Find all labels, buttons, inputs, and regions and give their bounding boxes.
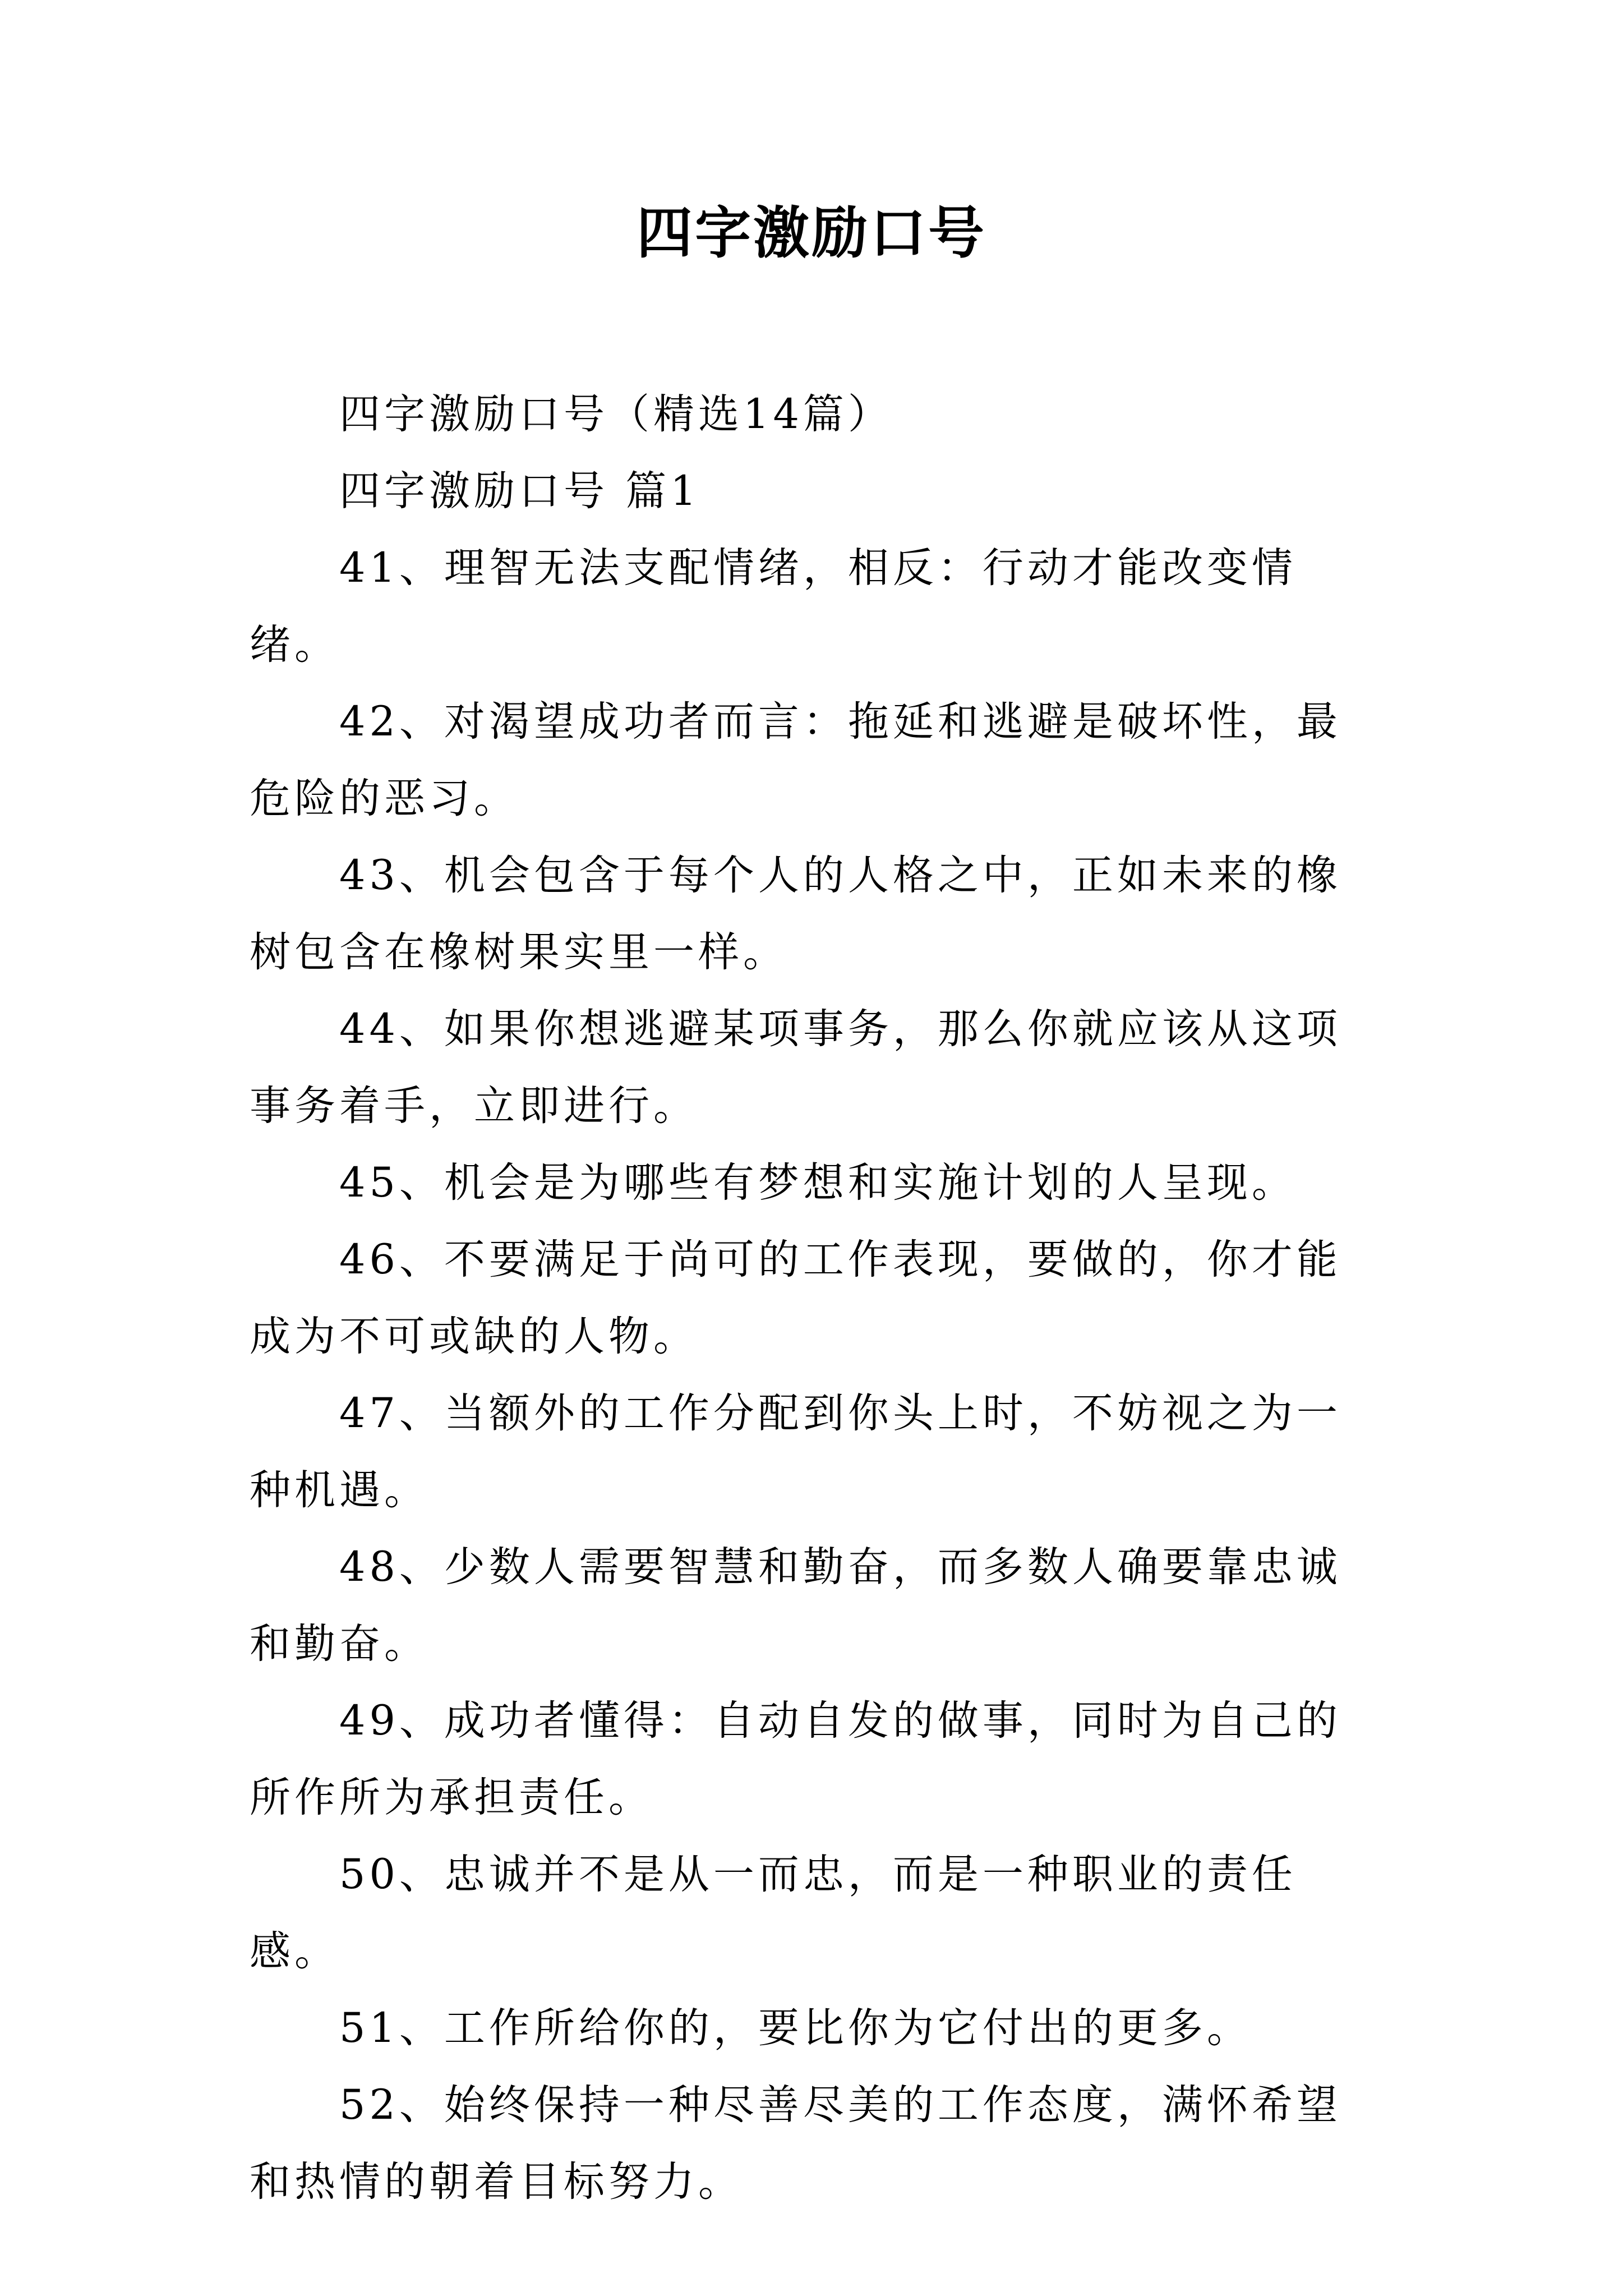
slogan-item-47: 47、当额外的工作分配到你头上时，不妨视之为一种机遇。: [250, 1389, 1341, 1514]
section-heading: 四字激励口号 篇1: [339, 467, 700, 515]
slogan-item-46: 46、不要满足于尚可的工作表现，要做的，你才能成为不可或缺的人物。: [250, 1236, 1341, 1360]
slogan-item-50: 50、忠诚并不是从一而忠，而是一种职业的责任感。: [250, 1851, 1297, 1975]
document-title: 四字激励口号: [637, 200, 986, 266]
slogan-item-42: 42、对渴望成功者而言：拖延和逃避是破坏性，最危险的恶习。: [250, 698, 1341, 822]
slogan-item-51: 51、工作所给你的，要比你为它付出的更多。: [339, 2004, 1252, 2052]
slogan-item-45: 45、机会是为哪些有梦想和实施计划的人呈现。: [339, 1159, 1297, 1207]
slogan-item-49: 49、成功者懂得：自动自发的做事，同时为自己的所作所为承担责任。: [250, 1697, 1341, 1821]
slogan-item-43: 43、机会包含于每个人的人格之中，正如未来的橡树包含在橡树果实里一样。: [250, 852, 1341, 976]
slogan-item-44: 44、如果你想逃避某项事务，那么你就应该从这项事务着手，立即进行。: [250, 1005, 1341, 1130]
subtitle-paragraph: 四字激励口号（精选14篇）: [339, 390, 893, 438]
slogan-item-41: 41、理智无法支配情绪，相反：行动才能改变情绪。: [250, 544, 1297, 669]
slogan-item-48: 48、少数人需要智慧和勤奋，而多数人确要靠忠诚和勤奋。: [250, 1543, 1341, 1668]
slogan-item-52: 52、始终保持一种尽善尽美的工作态度，满怀希望和热情的朝着目标努力。: [250, 2081, 1341, 2206]
document-body: [250, 376, 1382, 2220]
